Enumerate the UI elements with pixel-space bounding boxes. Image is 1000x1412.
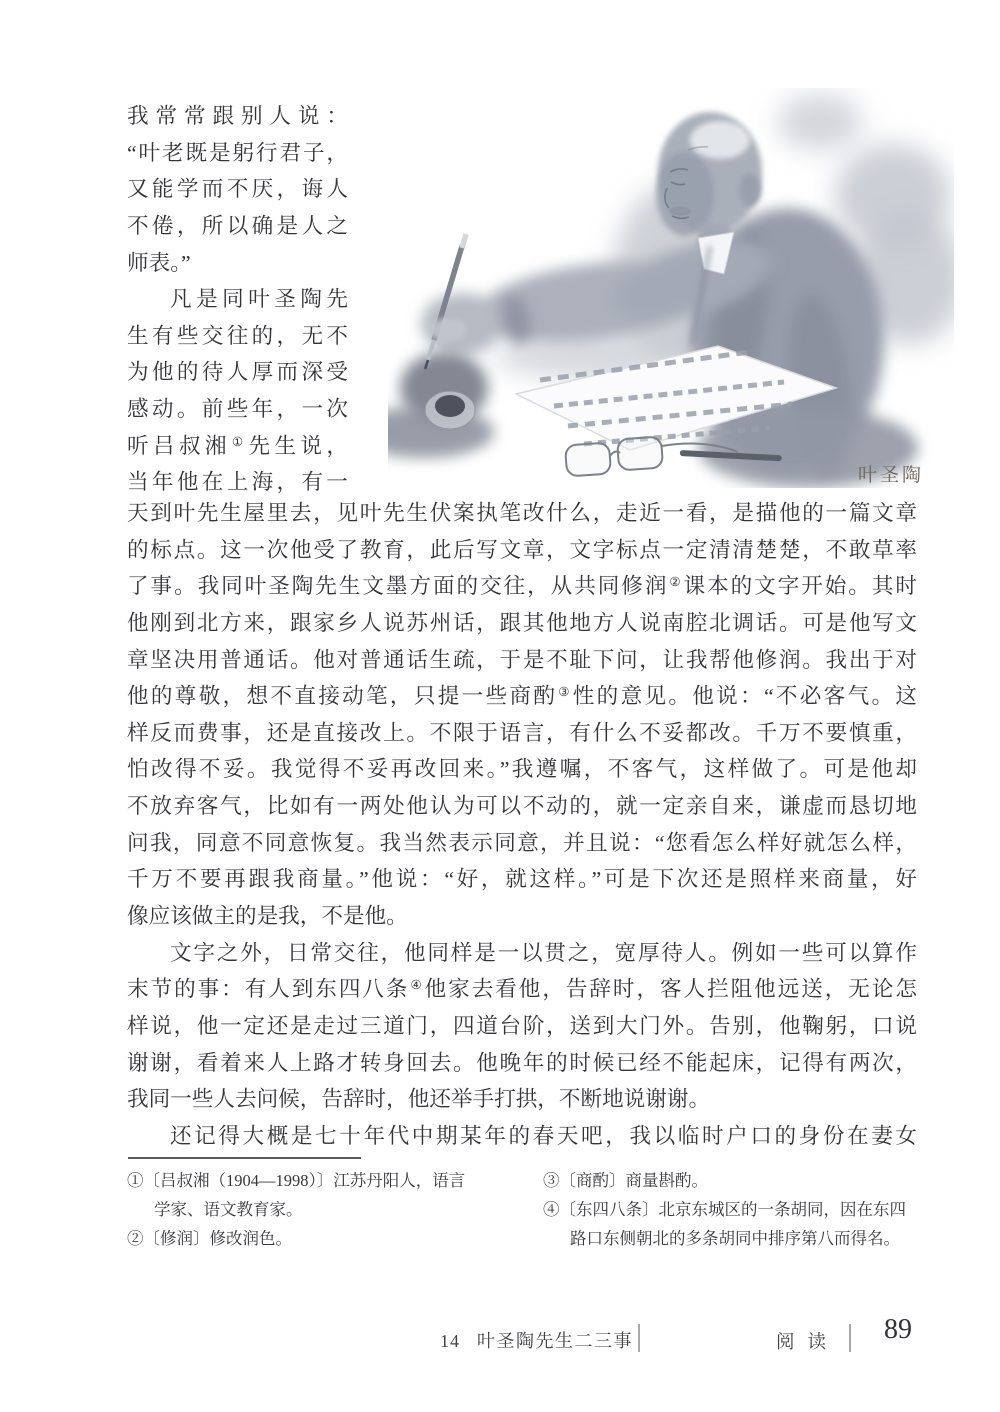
scalp-highlight (690, 121, 750, 159)
text-column-wide (127, 495, 917, 1155)
text-line: 不放弃客气，比如有一两处他认为可以不动的，就一定亲自来，谦虚而恳切地 (127, 794, 917, 819)
text-line: 又能学而不厌，诲人 (127, 177, 348, 202)
footer-divider-bar (638, 1324, 640, 1352)
lesson-title: 叶圣陶先生二三事 (477, 1331, 633, 1351)
text-line: 了事。我同叶圣陶先生文墨方面的交往，从共同修润②课本的文字开始。其时 (127, 574, 917, 599)
text-line: 当年他在上海，有一 (127, 470, 348, 495)
text-line: 听吕叔湘①先生说， (127, 433, 348, 458)
portrait-illustration (388, 88, 954, 488)
footnotes-left-column (127, 1166, 519, 1253)
ink-wash-portrait (388, 88, 954, 488)
eyeglasses-lens-right (617, 437, 663, 471)
text-line: 凡是同叶圣陶先 (170, 287, 348, 312)
fingers (429, 318, 467, 342)
text-line: 谢谢，看着来人上路才转身回去。他晚年的时候已经不能起床，记得有两次， (127, 1050, 917, 1075)
section-label: 阅读 (776, 1333, 840, 1353)
text-line: ③〔商酌〕商量斟酌。 (543, 1171, 708, 1190)
text-line: 文字之外，日常交往，他同样是一以贯之，宽厚待人。例如一些可以算作 (170, 940, 917, 965)
text-line: 问我，同意不同意恢复。我当然表示同意，并且说：“您看怎么样好就怎么样， (127, 830, 917, 855)
text-line: 为他的待人厚而深受 (127, 360, 348, 385)
footnote-ref-marker: ① (231, 434, 248, 449)
text-line: 章坚决用普通话。他对普通话生疏，于是不耻下问，让我帮他修润。我出于对 (127, 647, 917, 672)
ink (435, 395, 465, 417)
text-line: ②〔修润〕修改润色。 (127, 1229, 292, 1248)
text-line: 还记得大概是七十年代中期某年的春天吧，我以临时户口的身份在妻女 (170, 1123, 917, 1148)
text-line: 他的尊敬，想不直接动笔，只提一些商酌③性的意见。他说：“不必客气。这 (127, 684, 917, 709)
text-line: 末节的事：有人到东四八条④他家去看他，告辞时，客人拦阻他远送，无论怎 (127, 977, 917, 1002)
text-line: 不倦，所以确是人之 (127, 213, 348, 238)
text-line: ①〔吕叔湘（1904—1998）〕江苏丹阳人，语言 (127, 1171, 466, 1190)
mustache (669, 207, 691, 216)
footnote-divider (128, 1157, 361, 1159)
text-line: 像应该做主的是我，不是他。 (127, 904, 408, 929)
text-line: 生有些交往的，无不 (127, 323, 348, 348)
text-line: 的标点。这一次他受了教育，此后写文章，文字标点一定清清楚楚，不敢草率 (127, 537, 917, 562)
footnote-ref-marker: ③ (558, 685, 572, 700)
text-line: ④〔东四八条〕北京东城区的一条胡同，因在东四 (543, 1200, 906, 1219)
text-line: 我常常跟别人说： (127, 104, 348, 128)
footer-lesson (440, 1327, 633, 1353)
text-line: 路口东侧朝北的多条胡同中排序第八而得名。 (570, 1229, 900, 1248)
text-line: 样说，他一定还是走过三道门，四道台阶，送到大门外。告别，他鞠躬，口说 (127, 1013, 917, 1038)
text-line: “叶老既是躬行君子， (127, 140, 348, 165)
footnotes-right-column (543, 1166, 935, 1253)
text-line: 天到叶先生屋里去，见叶先生伏案执笔改什么，走近一看，是描他的一篇文章 (127, 501, 917, 525)
text-line: 千万不要再跟我商量。”他说：“好，就这样。”可是下次还是照样来商量，好 (127, 867, 917, 892)
pencil-end (462, 234, 466, 248)
text-line: 学家、语文教育家。 (154, 1200, 303, 1219)
text-line: 感动。前些年，一次 (127, 397, 348, 422)
ear (739, 174, 761, 206)
text-line: 他刚到北方来，跟家乡人说苏州话，跟其他地方人说南腔北调话。可是他写文 (127, 610, 917, 635)
eyeglasses-lens-left (565, 443, 611, 477)
wash-top (778, 94, 862, 150)
page-number: 89 (884, 1314, 912, 1345)
text-line: 怕改得不妥。我觉得不妥再改回来。”我遵嘱，不客气，这样做了。可是他却 (127, 757, 917, 782)
footnote-ref-marker: ② (669, 575, 683, 590)
illustration-caption: 叶圣陶 (858, 465, 925, 486)
text-line: 我同一些人去问候，告辞时，他还举手打拱，不断地说谢谢。 (127, 1087, 711, 1112)
text-line: 师表。” (127, 250, 191, 275)
lesson-number: 14 (440, 1331, 460, 1351)
text-line: 样反而费事，还是直接改上。不限于语言，有什么不妥都改。千万不要慎重， (127, 720, 917, 745)
footnote-ref-marker: ④ (410, 978, 424, 993)
footer-divider-bar (849, 1324, 851, 1352)
text-column-narrow (127, 98, 348, 501)
